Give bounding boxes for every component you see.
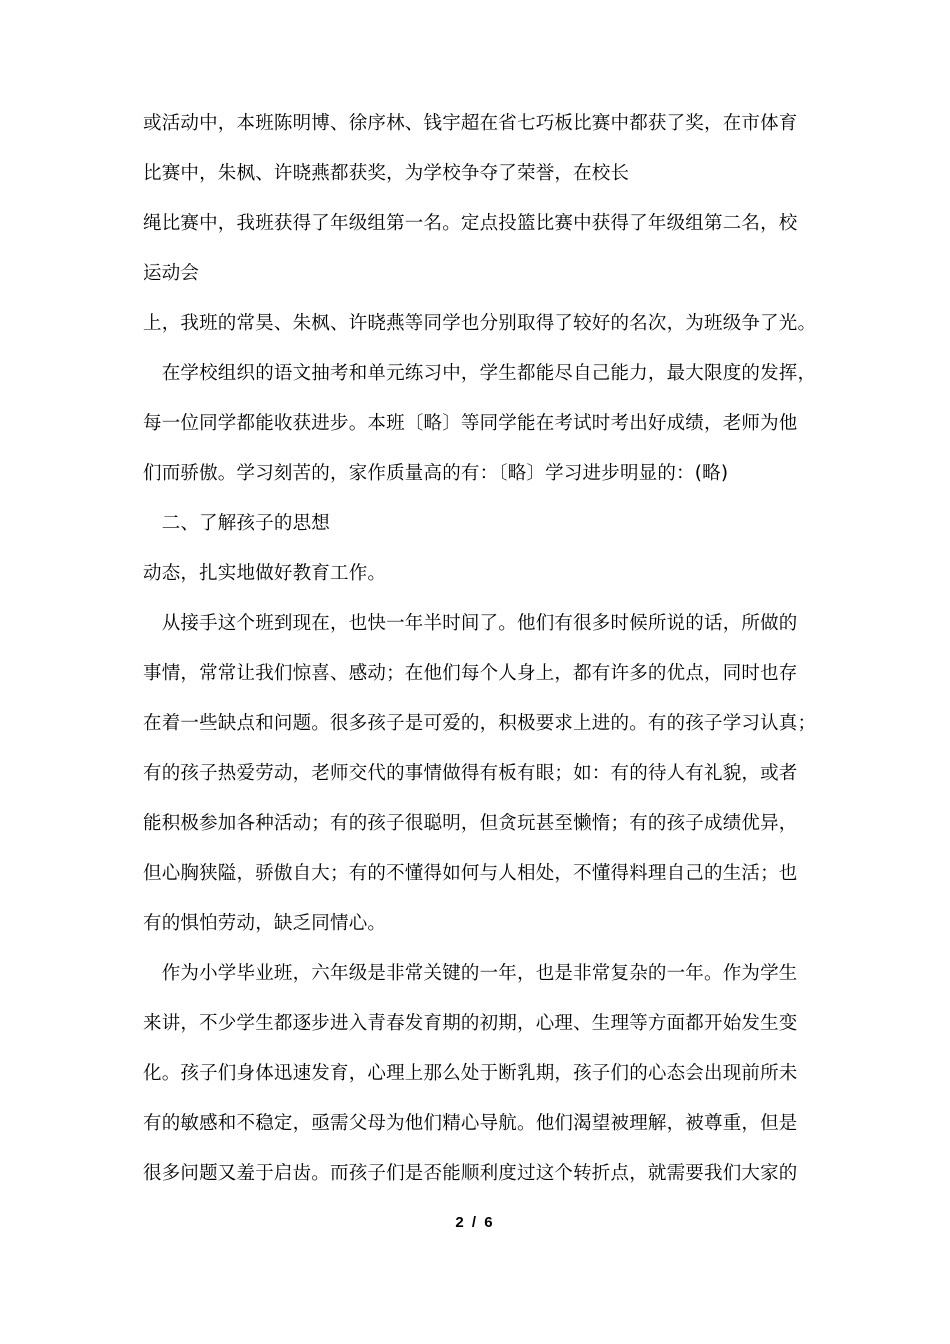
page-number: 2 / 6	[455, 1214, 495, 1231]
text-line: 来讲，不少学生都逐步进入青春发育期的初期，心理、生理等方面都开始发生变	[143, 1013, 798, 1034]
text-line: 运动会	[143, 263, 200, 284]
text-line: 在着一些缺点和问题。很多孩子是可爱的，积极要求上进的。有的孩子学习认真；	[143, 713, 817, 734]
text-line: 化。孩子们身体迅速发育，心理上那么处于断乳期，孩子们的心态会出现前所未	[143, 1063, 798, 1084]
text-line: 动态，扎实地做好教育工作。	[143, 563, 387, 584]
text-line: 在学校组织的语文抽考和单元练习中，学生都能尽自己能力，最大限度的发挥，	[143, 363, 817, 384]
text-line: 能积极参加各种活动；有的孩子很聪明，但贪玩甚至懒惰；有的孩子成绩优异，	[143, 813, 798, 834]
text-line: 有的孩子热爱劳动，老师交代的事情做得有板有眼；如：有的待人有礼貌，或者	[143, 763, 798, 784]
text-line: 作为小学毕业班，六年级是非常关键的一年，也是非常复杂的一年。作为学生	[143, 963, 798, 984]
text-line: 绳比赛中，我班获得了年级组第一名。定点投篮比赛中获得了年级组第二名，校	[143, 213, 798, 234]
text-line: 有的惧怕劳动，缺乏同情心。	[143, 913, 387, 934]
text-line: 每一位同学都能收获进步。本班〔略〕等同学能在考试时考出好成绩，老师为他	[143, 413, 798, 434]
text-line: 从接手这个班到现在，也快一年半时间了。他们有很多时候所说的话，所做的	[143, 613, 798, 634]
text-line: 比赛中，朱枫、许晓燕都获奖，为学校争夺了荣誉，在校长	[143, 163, 630, 184]
text-line: 事情，常常让我们惊喜、感动；在他们每个人身上，都有许多的优点，同时也存	[143, 663, 798, 684]
text-line: 很多问题又羞于启齿。而孩子们是否能顺利度过这个转折点，就需要我们大家的	[143, 1163, 798, 1184]
text-line: 但心胸狭隘，骄傲自大；有的不懂得如何与人相处，不懂得料理自己的生活；也	[143, 863, 798, 884]
text-line: 或活动中，本班陈明博、徐序林、钱宇超在省七巧板比赛中都获了奖，在市体育	[143, 113, 798, 134]
text-line: 有的敏感和不稳定，亟需父母为他们精心导航。他们渴望被理解，被尊重，但是	[143, 1113, 798, 1134]
text-line: 们而骄傲。学习刻苦的，家作质量高的有：〔略〕学习进步明显的：(略)	[143, 463, 729, 484]
section-heading: 二、了解孩子的思想	[143, 513, 331, 534]
text-line: 上，我班的常昊、朱枫、许晓燕等同学也分别取得了较好的名次，为班级争了光。	[143, 313, 817, 334]
